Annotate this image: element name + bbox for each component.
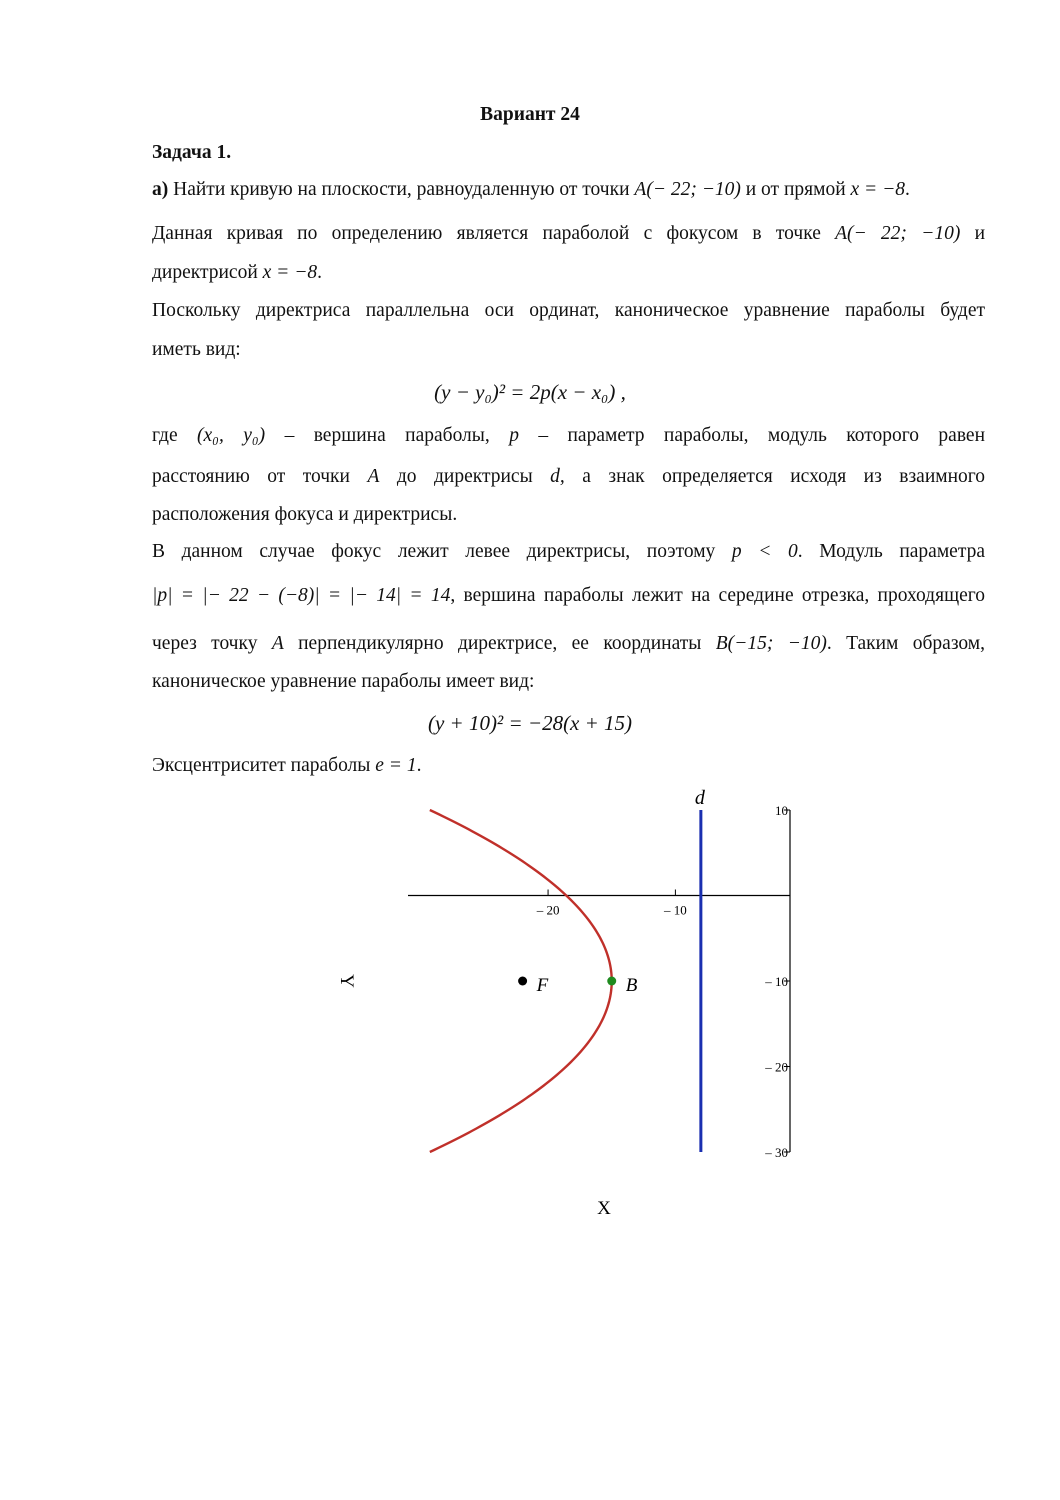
focus-point bbox=[518, 977, 527, 986]
formula-general: (y − y₀)² = 2p(x − x₀) , bbox=[434, 380, 626, 404]
text-span: , вершина параболы лежит на середине отрезка, проходящего bbox=[450, 585, 986, 606]
text-span: . bbox=[905, 179, 910, 200]
text-span: – параметр параболы, модуль которого равен bbox=[538, 425, 986, 446]
text-span: Данная кривая по определению является параболой с фокусом в точке bbox=[152, 223, 821, 244]
x-tick-label: – 20 bbox=[536, 902, 560, 918]
text-span: где bbox=[152, 425, 178, 446]
text-span: до директрисы bbox=[396, 466, 533, 487]
point-b-expression: B(−15; −10) bbox=[715, 633, 827, 654]
x-tick-label: – 10 bbox=[664, 902, 687, 918]
text-span: и от прямой bbox=[740, 179, 851, 200]
x-axis-label: X bbox=[597, 1198, 611, 1219]
point-a-expression: A(− 22; −10) bbox=[634, 179, 741, 200]
a-symbol: A bbox=[367, 466, 380, 487]
problem-title: Задача 1. bbox=[152, 142, 232, 163]
p-symbol: p bbox=[509, 425, 519, 446]
y-tick-label: 10 bbox=[775, 803, 788, 818]
paragraph-canonical-intro-end: иметь вид: bbox=[152, 339, 241, 360]
text-span: . bbox=[317, 262, 322, 283]
paragraph-distance-end: расположения фокуса и директрисы. bbox=[152, 504, 458, 525]
vertex-label: B bbox=[625, 975, 638, 996]
y-tick-label: – 30 bbox=[765, 1145, 788, 1160]
text-span: – вершина параболы, bbox=[284, 425, 490, 446]
line-expression: x = −8 bbox=[850, 179, 905, 200]
text-span: . Модуль параметра bbox=[797, 541, 985, 562]
text-span: и bbox=[974, 223, 986, 244]
vertex-point bbox=[607, 977, 616, 986]
a-symbol: A bbox=[271, 633, 284, 654]
text-span: Эксцентриситет параболы bbox=[152, 755, 376, 776]
y-tick-label: – 10 bbox=[765, 974, 788, 989]
point-a-expression: A(− 22; −10) bbox=[835, 223, 961, 244]
y-tick-label: – 20 bbox=[765, 1059, 788, 1075]
d-symbol: d, bbox=[550, 466, 565, 487]
modulus-expression: |p| = |− 22 − (−8)| = |− 14| = 14 bbox=[152, 585, 451, 606]
text-span: через точку bbox=[152, 633, 258, 654]
task-label: а) bbox=[152, 179, 169, 200]
paragraph-canonical-intro: Поскольку директриса параллельна оси ординат, каноническое уравнение параболы будет bbox=[152, 300, 985, 321]
y-axis-label: Y bbox=[336, 974, 357, 988]
vertex-expression: (x₀, y₀) bbox=[197, 425, 266, 446]
directrix-label: d bbox=[694, 787, 705, 809]
text-span: расстоянию от точки bbox=[152, 466, 350, 487]
formula-canonical: (y + 10)² = −28(x + 15) bbox=[427, 711, 633, 735]
text-span: перпендикулярно директрисе, ее координаты bbox=[298, 633, 702, 654]
text-span: директрисой bbox=[152, 262, 263, 283]
text-span: . bbox=[416, 755, 422, 776]
text-span: а знак определяется исходя из взаимного bbox=[582, 466, 986, 487]
text-span: . Таким образом, bbox=[826, 633, 986, 654]
paragraph-canonical-result: каноническое уравнение параболы имеет вид: bbox=[152, 671, 535, 692]
line-expression: x = −8 bbox=[262, 262, 318, 283]
p-condition: p < 0 bbox=[731, 541, 798, 562]
eccentricity-expression: e = 1 bbox=[375, 755, 417, 776]
text-span: Найти кривую на плоскости, равноудаленную от точки bbox=[168, 179, 635, 200]
focus-label: F bbox=[536, 975, 549, 996]
variant-title: Вариант 24 bbox=[480, 104, 580, 125]
text-span: В данном случае фокус лежит левее директрисы, поэтому bbox=[152, 541, 716, 562]
